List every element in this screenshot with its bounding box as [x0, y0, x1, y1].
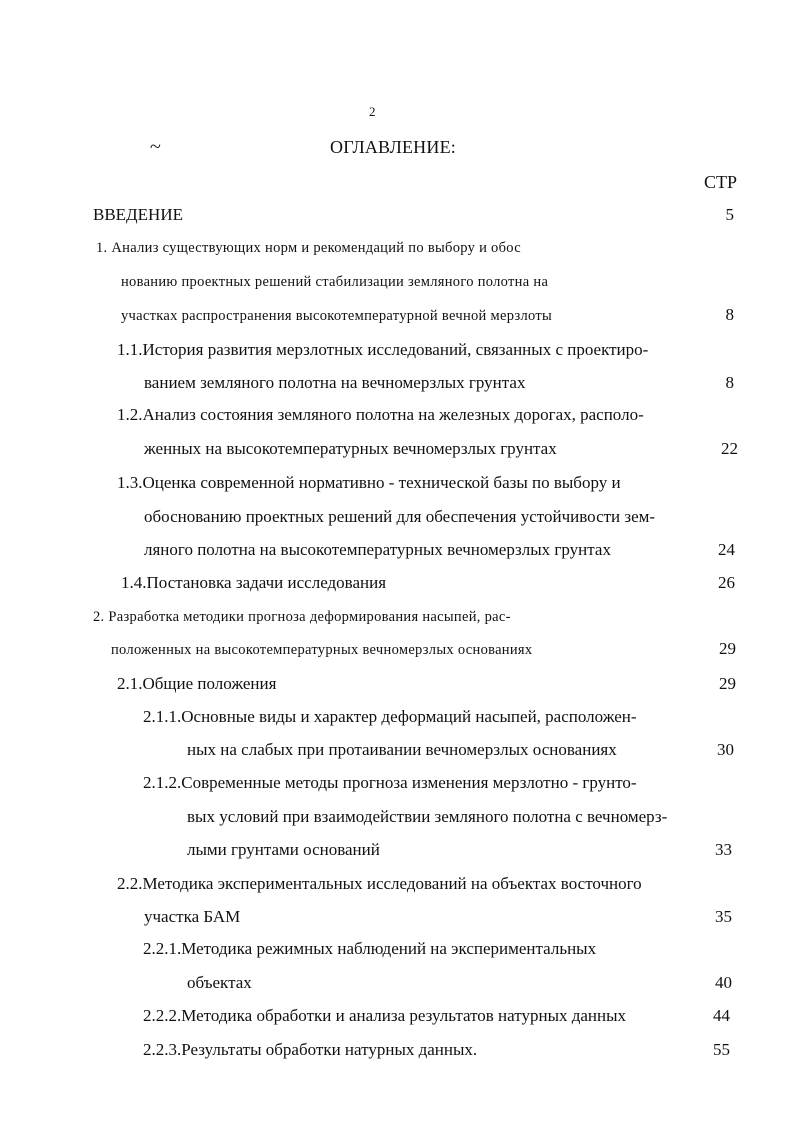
toc-entry-line: 2.2.1.Методика режимных наблюдений на экспериментальных	[143, 939, 597, 958]
toc-entry-line: 1.2.Анализ состояния земляного полотна на железных дорогах, располо-	[117, 405, 644, 424]
toc-entry-page: 29	[719, 674, 736, 693]
page-column-header: СТР	[704, 172, 738, 192]
toc-entry-page: 5	[725, 205, 734, 224]
scan-mark: ~	[150, 136, 161, 158]
toc-entry-page: 35	[715, 907, 732, 926]
toc-entry-line: ванием земляного полотна на вечномерзлых грунтах	[144, 373, 526, 392]
toc-entry-page: 55	[713, 1040, 730, 1059]
toc-entry-page: 30	[717, 740, 734, 759]
toc-entry-page: 8	[725, 305, 734, 324]
toc-entry-line: положенных на высокотемпературных вечномерзлых основаниях	[111, 642, 533, 658]
toc-entry-line: 2.2.2.Методика обработки и анализа результатов натурных данных	[143, 1006, 627, 1025]
toc-entry-page: 22	[721, 439, 738, 458]
toc-entry-line: участках распространения высокотемпературной вечной мерзлоты	[121, 308, 553, 324]
toc-entry-line: 1.4.Постановка задачи исследования	[121, 573, 387, 592]
toc-entry-page: 40	[715, 973, 732, 992]
toc-entry-page: 8	[725, 373, 734, 392]
toc-entry-page: 24	[718, 540, 735, 559]
toc-entry-line: обоснованию проектных решений для обеспечения устойчивости зем-	[144, 507, 656, 526]
toc-entry-line: 2.1.Общие положения	[117, 674, 277, 693]
toc-entry-page: 29	[719, 639, 736, 658]
toc-entry-line: 1.3.Оценка современной нормативно - технической базы по выбору и	[117, 473, 621, 492]
toc-entry-line: нованию проектных решений стабилизации земляного полотна на	[121, 274, 549, 290]
toc-entry-line: женных на высокотемпературных вечномерзлых грунтах	[144, 439, 557, 458]
toc-entry-line: лыми грунтами оснований	[187, 840, 380, 859]
toc-entry-line: 2.2.Методика экспериментальных исследований на объектах восточного	[117, 874, 642, 893]
toc-entry-line: 1.1.История развития мерзлотных исследований, связанных с проектиро-	[117, 340, 649, 359]
toc-entry-line: 1. Анализ существующих норм и рекомендаций по выбору и обос	[96, 240, 521, 256]
toc-entry-page: 33	[715, 840, 732, 859]
toc-entry-line: ляного полотна на высокотемпературных вечномерзлых грунтах	[144, 540, 611, 559]
toc-entry-title: ВВЕДЕНИЕ	[93, 205, 183, 224]
toc-entry-page: 44	[713, 1006, 730, 1025]
toc-entry-page: 26	[718, 573, 735, 592]
toc-entry-line: ных на слабых при протаивании вечномерзлых основаниях	[187, 740, 617, 759]
toc-entry-line: 2.1.1.Основные виды и характер деформаций насыпей, расположен-	[143, 707, 637, 726]
page-title: ОГЛАВЛЕНИЕ:	[330, 137, 456, 157]
page-number: 2	[369, 104, 376, 119]
toc-entry-line: 2.1.2.Современные методы прогноза изменения мерзлотно - грунто-	[143, 773, 637, 792]
toc-entry-line: вых условий при взаимодействии земляного полотна с вечномерз-	[187, 807, 668, 826]
toc-entry-line: участка БАМ	[144, 907, 241, 926]
toc-entry-line: объектах	[187, 973, 252, 992]
toc-entry-line: 2.2.3.Результаты обработки натурных данных.	[143, 1040, 478, 1059]
toc-entry-line: 2. Разработка методики прогноза деформирования насыпей, рас-	[93, 609, 511, 625]
